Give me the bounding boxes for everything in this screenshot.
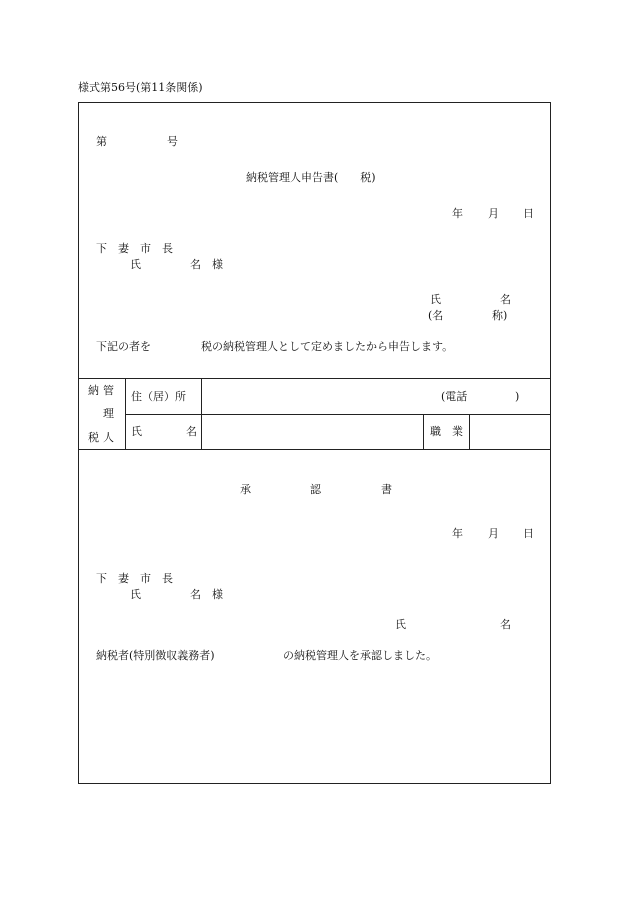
side-label-char-3: 理 <box>103 407 114 420</box>
declaration-body-prefix: 下記の者を <box>96 340 151 353</box>
approval-date-day: 日 <box>523 527 534 540</box>
approval-addressee-shi: 氏 <box>130 588 141 601</box>
declaration-date-day: 日 <box>523 207 534 220</box>
addressee-mayor: 下 妻 市 長 <box>96 242 173 255</box>
signer-name-open: (名 <box>428 309 444 322</box>
approval-addressee-mayor: 下 妻 市 長 <box>96 572 173 585</box>
table-bottom-border <box>78 449 551 450</box>
declaration-title: 納税管理人申告書( 税) <box>246 171 376 184</box>
approval-signer-shi: 氏 <box>395 618 406 631</box>
table-divider-side <box>125 378 126 449</box>
table-divider-label <box>201 378 202 449</box>
addressee-sama: 様 <box>212 258 223 271</box>
approval-title-char-3: 書 <box>381 483 392 496</box>
declaration-date-month: 月 <box>488 207 499 220</box>
table-top-border <box>78 378 551 379</box>
approval-addressee-sama: 様 <box>212 588 223 601</box>
table-divider-occupation-right <box>469 414 470 449</box>
document-number-go: 号 <box>167 135 178 148</box>
addressee-mei: 名 <box>190 258 201 271</box>
occupation-label: 職 業 <box>430 425 463 438</box>
signer-mei: 名 <box>500 293 511 306</box>
approval-signer-mei: 名 <box>500 618 511 631</box>
addressee-shi: 氏 <box>130 258 141 271</box>
declaration-date-year: 年 <box>452 207 463 220</box>
name-label-mei: 名 <box>186 425 197 438</box>
phone-label-open: (電話 <box>441 390 468 403</box>
address-label: 住（居）所 <box>131 390 186 403</box>
side-label-char-2: 管 <box>103 384 114 397</box>
document-number-dai: 第 <box>96 135 107 148</box>
approval-body-prefix: 納税者(特別徴収義務者) <box>96 649 215 662</box>
side-label-char-4: 税 <box>88 431 99 444</box>
approval-date-month: 月 <box>488 527 499 540</box>
table-middle-border <box>125 414 551 415</box>
table-divider-occupation-left <box>423 414 424 449</box>
form-number: 様式第56号(第11条関係) <box>78 81 203 94</box>
name-label-shi: 氏 <box>131 425 142 438</box>
side-label-char-5: 人 <box>103 431 114 444</box>
declaration-body-suffix: 税の納税管理人として定めましたから申告します。 <box>201 340 454 353</box>
approval-body-suffix: の納税管理人を承認しました。 <box>283 649 437 662</box>
phone-label-close: ) <box>515 390 520 403</box>
form-frame <box>78 102 551 784</box>
approval-date-year: 年 <box>452 527 463 540</box>
side-label-char-1: 納 <box>88 384 99 397</box>
signer-name-close: 称) <box>492 309 508 322</box>
approval-title-char-1: 承 <box>240 483 251 496</box>
approval-title-char-2: 認 <box>310 483 321 496</box>
approval-addressee-mei: 名 <box>190 588 201 601</box>
signer-shi: 氏 <box>430 293 441 306</box>
